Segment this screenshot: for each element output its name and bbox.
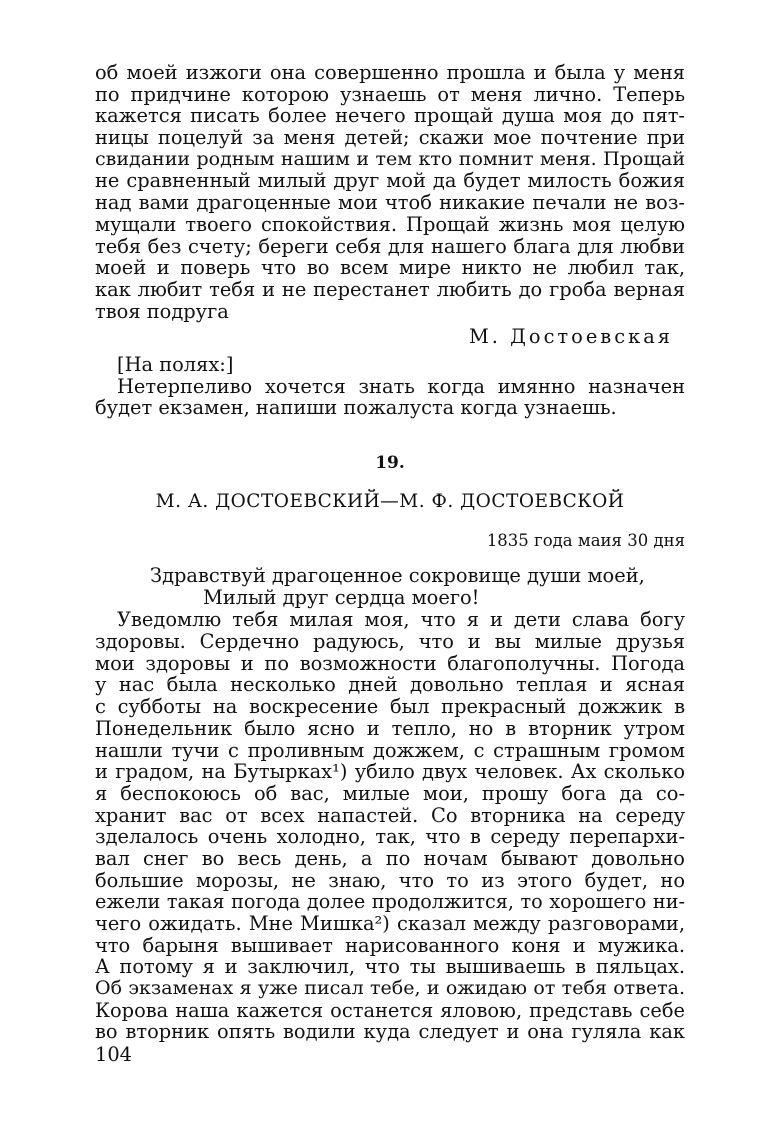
text-line: мои здоровы и по возможности благополучны. Погода [95,651,685,675]
letter-number: 19. [375,453,405,473]
text-line: над вами драгоценные мои чтоб никакие печали не воз- [95,191,685,215]
text-line: А потому я и заключил, что ты вышиваешь в пяльцах. [95,955,685,979]
text-line: вал снег во весь день, а по ночам бывают довольно [95,846,685,870]
text-line: кажется писать более нечего прощай душа моя до пят- [95,104,685,128]
text-line: твоя подруга [95,299,229,323]
text-line: большие морозы, не знаю, что то из этого будет, но [95,868,685,892]
text-line: мущали твоего спокойствия. Прощай жизнь моя целую [95,212,685,236]
text-line: не сравненный милый друг мой да будет милость божия [95,169,685,193]
margin-label: [На полях:] [117,352,234,376]
text-line: тебя без счету; береги себя для нашего блага для любви [95,234,685,258]
page-number: 104 [95,1043,133,1066]
text-line: с субботы на воскресение был прекрасный дожжик в [95,695,685,719]
text-line: Уведомлю тебя милая моя, что я и дети слава богу [117,608,685,632]
text-line: у нас была несколько дней довольно теплая и ясная [95,673,685,697]
text-line: свидании родным нашим и тем кто помнит меня. Прощай [95,147,685,170]
letter2-body [95,609,685,1043]
text-line: чего ожидать. Мне Мишка²) сказал между разговорами, [95,912,685,935]
text-line: во вторник опять водили куда следует и она гуляла как [95,1020,685,1044]
signature: М. Достоевская [468,325,673,349]
text-line: ницы поцелуй за меня детей; скажи мое почтение при [95,126,685,150]
text-line: что барыня вышивает нарисованного коня и мужика. [95,933,685,957]
margin-note-text [95,376,685,419]
text-line: как любит тебя и не перестанет любить до гроба верная [95,277,685,301]
text-line: нашли тучи с проливным дожжем, с страшным громом [95,738,685,762]
text-line: ежели такая погода долее продолжится, то хорошего ни- [95,890,685,914]
letter-date: 1835 года маия 30 дня [486,531,685,550]
book-page [95,62,685,1043]
text-line: хранит вас от всех напастей. Со вторника на середу [95,803,685,827]
text-line: моей и поверь что во всем мире никто не любил так, [95,256,685,280]
text-line: здоровы. Сердечно радуюсь, что и вы милые друзья [95,630,685,654]
text-line: Корова наша кажется останется яловою, представь себе [95,998,685,1022]
text-line: об моей изжоги она совершенно прошла и была у меня [95,61,685,84]
text-line: и градом, на Бутырках¹) убило двух человек. Ах сколько [95,760,685,784]
text-line: Нетерпеливо хочется знать когда имянно назначен [117,374,685,398]
text-line: зделалось очень холодно, так, что в середу перепархи- [95,825,685,849]
text-line: будет екзамен, напиши пожалуста когда узнаешь. [95,396,617,420]
text-line: я беспокоюсь об вас, милые мои, прошу бога да со- [95,781,685,805]
text-line: Понедельник было ясно и тепло, но в вторник утром [95,716,685,740]
greeting-line-2: Милый друг сердца моего! [203,585,480,609]
greeting-line-1: Здравствуй драгоценное сокровище души моей, [150,564,645,587]
letter1-body [95,62,685,322]
text-line: Об экзаменах я уже писал тебе, и ожидаю от тебя ответа. [95,977,685,1000]
letter-heading: М. А. ДОСТОЕВСКИЙ—М. Ф. ДОСТОЕВСКОЙ [155,491,625,512]
text-line: по придчине которою узнаешь от меня лично. Теперь [95,82,685,106]
